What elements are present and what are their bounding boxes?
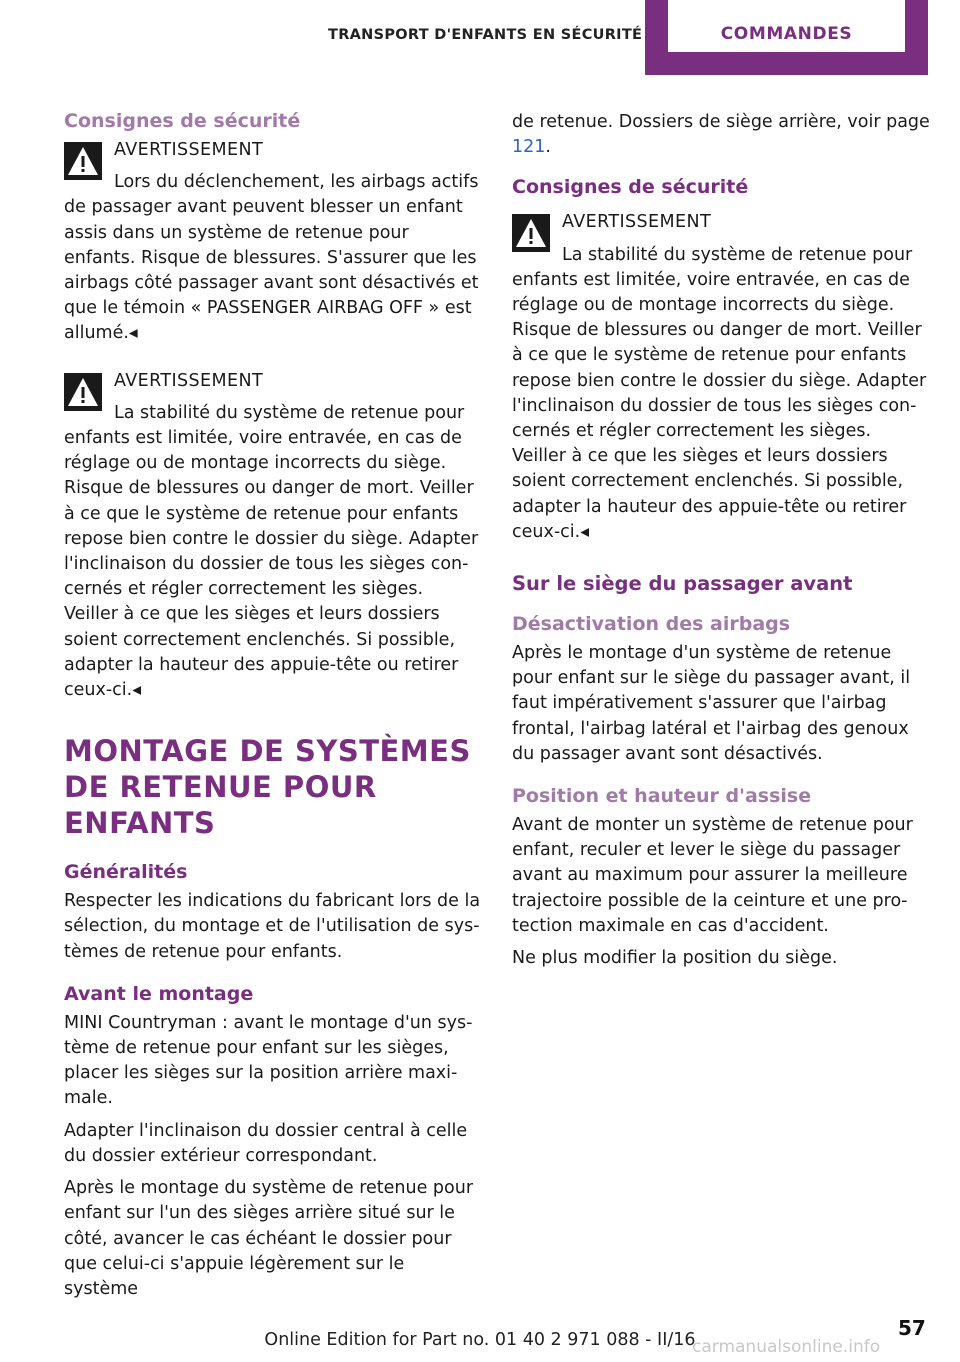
continuation-text bbox=[512, 110, 930, 160]
page-number: 57 bbox=[898, 1316, 926, 1340]
warning-block-stability bbox=[64, 369, 482, 704]
passenger-seat-heading: Sur le siège du passager avant bbox=[512, 572, 853, 596]
main-heading: MONTAGE DE SYSTÈMES DE RETENUE POUR ENFANTS bbox=[64, 734, 471, 841]
warning-icon bbox=[512, 214, 550, 252]
warning-block-stability-right bbox=[512, 210, 930, 545]
deactivation-heading: Désactivation des airbags bbox=[512, 613, 791, 636]
generalites-heading: Généralités bbox=[64, 861, 188, 884]
footer-edition: Online Edition for Part no. 01 40 2 971 088 - II/16 bbox=[264, 1330, 696, 1350]
position-paragraph-2: Ne plus modifier la position du siège. bbox=[512, 948, 838, 969]
warning-icon bbox=[64, 373, 102, 411]
warning-text: La stabilité du système de retenue pour enfants est limitée, voire entravée, en cas de réglage ou de montage incorrects du siège. Risque de blessures ou danger de mort. Veiller à ce que le système de retenue pour enfants repose bien contre le dossier du siège. Adapter l'inclinaison du dossier de tous les sièges concernés et régler correctement les sièges. Veiller à ce que les sièges et leurs dossiers soient correctement enclenchés. Si possible, adapter la hauteur des appuie-tête ou retirer ceux-ci.◂ bbox=[512, 244, 927, 542]
warning-title: AVERTISSEMENT bbox=[562, 212, 712, 233]
deactivation-text: Après le montage d'un système de retenue pour enfant sur le siège du passager avant, il faut impérativement s'assurer que l'airbag frontal, l'airbag latéral et l'airbag des genoux du passager avant sont désactivés. bbox=[512, 643, 911, 764]
avant-montage-paragraph-1: MINI Countryman : avant le montage d'un système de retenue pour enfant sur les sièges, placer les sièges sur la position arrière maximale. bbox=[64, 1012, 473, 1109]
avant-montage-heading: Avant le montage bbox=[64, 982, 254, 1005]
header-tab-label: COMMANDES bbox=[720, 24, 853, 44]
right-column bbox=[512, 110, 930, 978]
warning-title: AVERTISSEMENT bbox=[114, 140, 264, 160]
warning-icon bbox=[64, 142, 102, 180]
position-heading: Position et hauteur d'assise bbox=[512, 785, 812, 808]
header-section-title: TRANSPORT D'ENFANTS EN SÉCURITÉ bbox=[328, 27, 643, 43]
left-column bbox=[64, 108, 482, 1309]
warning-title: AVERTISSEMENT bbox=[114, 370, 264, 391]
position-paragraph-1: Avant de monter un système de retenue pour enfant, reculer et lever le siège du passager avant au maximum pour assurer la meilleure trajectoire possible de la ceinture et une protection maximale en cas d'accident. bbox=[512, 815, 913, 936]
generalites-text: Respecter les indications du fabricant lors de la sélection, du montage et de l'utilisation de systèmes de retenue pour enfants. bbox=[64, 891, 481, 962]
continuation-end: . bbox=[545, 137, 551, 158]
continuation-body: de retenue. Dossiers de siège arrière, voir page bbox=[512, 112, 930, 132]
safety-heading: Consignes de sécurité bbox=[64, 110, 301, 132]
warning-text: Lors du déclenchement, les airbags actifs de passager avant peuvent blesser un enfant assis dans un système de retenue pour enfants. Risque de blessures. S'assurer que les airbags côté passager avant sont désactivés et que le témoin « PASSENGER AIRBAG OFF » est allumé.◂ bbox=[64, 172, 479, 344]
safety-heading-right: Consignes de sécurité bbox=[512, 176, 749, 199]
warning-text: La stabilité du système de retenue pour enfants est limitée, voire entravée, en cas de réglage ou de montage incorrects du siège. Risque de blessures ou danger de mort. Veiller à ce que le système de retenue pour enfants repose bien contre le dossier du siège. Adapter l'inclinaison du dossier de tous les sièges concernés et régler correctement les sièges. Veiller à ce que les sièges et leurs dossiers soient correctement enclenchés. Si possible, adapter la hauteur des appuie-tête ou retirer ceux-ci.◂ bbox=[64, 402, 479, 701]
avant-montage-paragraph-3: Après le montage du système de retenue pour enfant sur l'un des sièges arrière situé sur le côté, avancer le cas échéant le dossier pour que celui-ci s'appuie légèrement sur le système bbox=[64, 1178, 474, 1299]
watermark: carmanualsonline.info bbox=[692, 1337, 881, 1357]
avant-montage-paragraph-2: Adapter l'inclinaison du dossier central à celle du dossier extérieur correspondant. bbox=[64, 1120, 468, 1166]
page-link[interactable]: 121 bbox=[512, 137, 546, 158]
warning-block-airbag bbox=[64, 138, 482, 347]
